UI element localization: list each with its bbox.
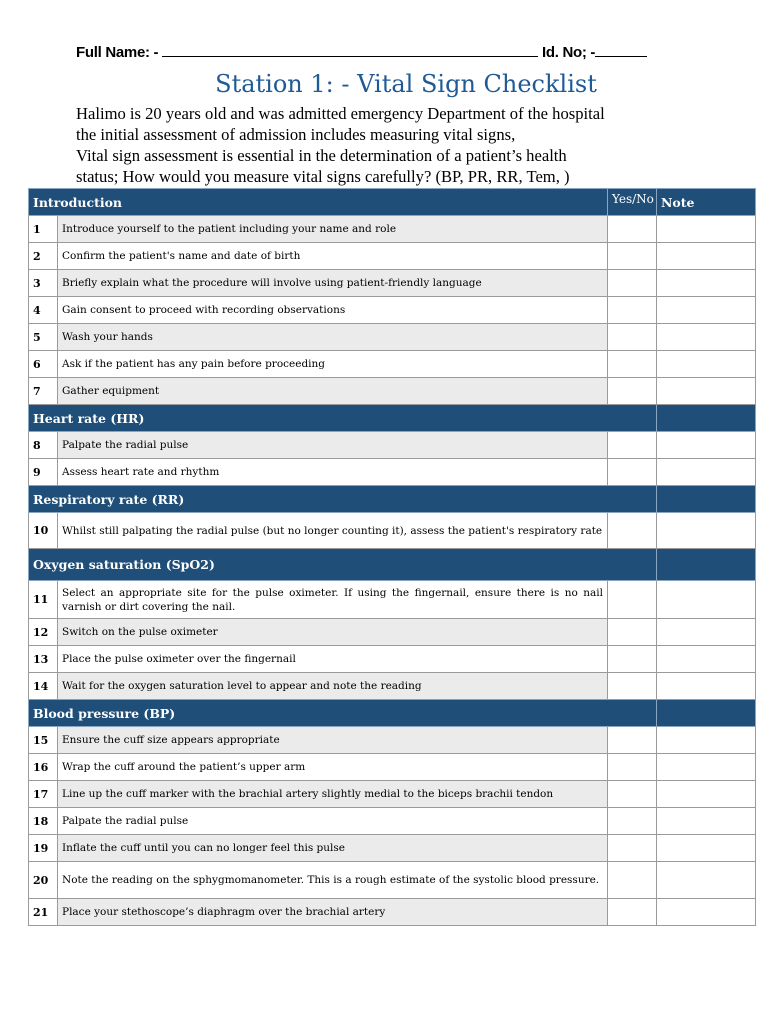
note-cell[interactable] [657,899,756,926]
checklist-row [29,513,756,549]
yes-no-cell[interactable] [608,835,657,862]
section-header-spacer [657,486,756,513]
section-header-spacer [657,405,756,432]
id-number-label: Id. No; - [538,44,596,61]
note-cell[interactable] [657,432,756,459]
checklist-row [29,459,756,486]
item-number: 1 [29,216,58,243]
item-number: 9 [29,459,58,486]
item-number: 20 [29,862,58,899]
checklist-row [29,673,756,700]
checklist-row [29,646,756,673]
yes-no-cell[interactable] [608,378,657,405]
item-text: Inflate the cuff until you can no longer feel this pulse [58,835,608,862]
checklist-row [29,581,756,619]
item-text: Note the reading on the sphygmomanometer. This is a rough estimate of the systolic blood pressure. [58,862,608,899]
id-number-field[interactable] [595,44,647,57]
checklist-row [29,754,756,781]
yes-no-cell[interactable] [608,243,657,270]
note-column-header: Note [657,189,756,216]
section-title: Blood pressure (BP) [29,700,657,727]
item-text: Select an appropriate site for the pulse oximeter. If using the fingernail, ensure there is no nail varnish or dirt covering the nail. [58,581,608,619]
yes-no-cell[interactable] [608,673,657,700]
note-cell[interactable] [657,351,756,378]
section-header-spacer [657,549,756,581]
yes-no-cell[interactable] [608,216,657,243]
yes-no-cell[interactable] [608,808,657,835]
item-number: 6 [29,351,58,378]
checklist-row [29,270,756,297]
item-text: Assess heart rate and rhythm [58,459,608,486]
yes-no-cell[interactable] [608,727,657,754]
item-text: Gather equipment [58,378,608,405]
item-number: 19 [29,835,58,862]
item-number: 13 [29,646,58,673]
note-cell[interactable] [657,754,756,781]
section-header-oxygen-saturation [29,549,756,581]
checklist-row [29,378,756,405]
scenario-text [76,103,716,187]
item-number: 3 [29,270,58,297]
full-name-field[interactable] [162,44,538,57]
section-title: Heart rate (HR) [29,405,657,432]
item-text: Gain consent to proceed with recording observations [58,297,608,324]
note-cell[interactable] [657,297,756,324]
scenario-line: Vital sign assessment is essential in the determination of a patient’s health [76,146,567,165]
checklist-row [29,808,756,835]
item-text: Palpate the radial pulse [58,432,608,459]
yes-no-cell[interactable] [608,862,657,899]
note-cell[interactable] [657,216,756,243]
yes-no-cell[interactable] [608,899,657,926]
checklist-row [29,324,756,351]
section-title: Respiratory rate (RR) [29,486,657,513]
note-cell[interactable] [657,581,756,619]
checklist-row [29,899,756,926]
note-cell[interactable] [657,808,756,835]
item-text: Introduce yourself to the patient including your name and role [58,216,608,243]
yes-no-cell[interactable] [608,619,657,646]
checklist-row [29,351,756,378]
item-text: Briefly explain what the procedure will involve using patient-friendly language [58,270,608,297]
checklist-row [29,619,756,646]
vital-sign-checklist-table [28,188,756,926]
item-text: Switch on the pulse oximeter [58,619,608,646]
checklist-row [29,432,756,459]
item-number: 7 [29,378,58,405]
yes-no-cell[interactable] [608,324,657,351]
item-number: 8 [29,432,58,459]
item-number: 12 [29,619,58,646]
checklist-row [29,216,756,243]
item-text: Ensure the cuff size appears appropriate [58,727,608,754]
student-info-line [76,44,676,61]
section-header-blood-pressure [29,700,756,727]
yes-no-cell[interactable] [608,297,657,324]
note-cell[interactable] [657,459,756,486]
yes-no-cell[interactable] [608,513,657,549]
note-cell[interactable] [657,862,756,899]
full-name-label: Full Name: - [76,44,163,61]
checklist-row [29,862,756,899]
item-number: 16 [29,754,58,781]
yes-no-cell[interactable] [608,581,657,619]
note-cell[interactable] [657,619,756,646]
note-cell[interactable] [657,781,756,808]
scenario-line: status; How would you measure vital signs carefully? (BP, PR, RR, Tem, ) [76,167,570,186]
note-cell[interactable] [657,646,756,673]
scenario-line: Halimo is 20 years old and was admitted emergency Department of the hospital [76,104,605,123]
note-cell[interactable] [657,835,756,862]
item-number: 21 [29,899,58,926]
item-text: Ask if the patient has any pain before proceeding [58,351,608,378]
item-number: 15 [29,727,58,754]
yes-no-cell[interactable] [608,781,657,808]
section-header-spacer [657,700,756,727]
note-cell[interactable] [657,324,756,351]
note-cell[interactable] [657,270,756,297]
item-number: 11 [29,581,58,619]
checklist-row [29,781,756,808]
yes-no-cell[interactable] [608,459,657,486]
note-cell[interactable] [657,513,756,549]
yes-no-cell[interactable] [608,351,657,378]
note-cell[interactable] [657,673,756,700]
item-text: Confirm the patient's name and date of birth [58,243,608,270]
section-header-heart-rate [29,405,756,432]
section-header-respiratory-rate [29,486,756,513]
checklist-row [29,727,756,754]
item-text: Place your stethoscope’s diaphragm over the brachial artery [58,899,608,926]
item-text: Whilst still palpating the radial pulse (but no longer counting it), assess the patient's respiratory rate [58,513,608,549]
section-title: Introduction [29,189,608,216]
item-number: 17 [29,781,58,808]
item-text: Wash your hands [58,324,608,351]
section-header-introduction [29,189,756,216]
yes-no-cell[interactable] [608,646,657,673]
yes-no-column-header: Yes/No [608,189,657,216]
item-number: 10 [29,513,58,549]
item-text: Palpate the radial pulse [58,808,608,835]
checklist-row [29,243,756,270]
item-number: 5 [29,324,58,351]
item-text: Place the pulse oximeter over the fingernail [58,646,608,673]
yes-no-cell[interactable] [608,270,657,297]
scenario-line: the initial assessment of admission includes measuring vital signs, [76,125,516,144]
yes-no-cell[interactable] [608,754,657,781]
section-title: Oxygen saturation (SpO2) [29,549,657,581]
item-text: Wait for the oxygen saturation level to appear and note the reading [58,673,608,700]
item-number: 14 [29,673,58,700]
item-text: Line up the cuff marker with the brachial artery slightly medial to the biceps brachii tendon [58,781,608,808]
item-number: 4 [29,297,58,324]
page-title: Station 1: - Vital Sign Checklist [215,70,597,98]
item-number: 18 [29,808,58,835]
checklist-row [29,835,756,862]
item-number: 2 [29,243,58,270]
note-cell[interactable] [657,727,756,754]
yes-no-cell[interactable] [608,432,657,459]
item-text: Wrap the cuff around the patient’s upper arm [58,754,608,781]
checklist-row [29,297,756,324]
note-cell[interactable] [657,378,756,405]
note-cell[interactable] [657,243,756,270]
